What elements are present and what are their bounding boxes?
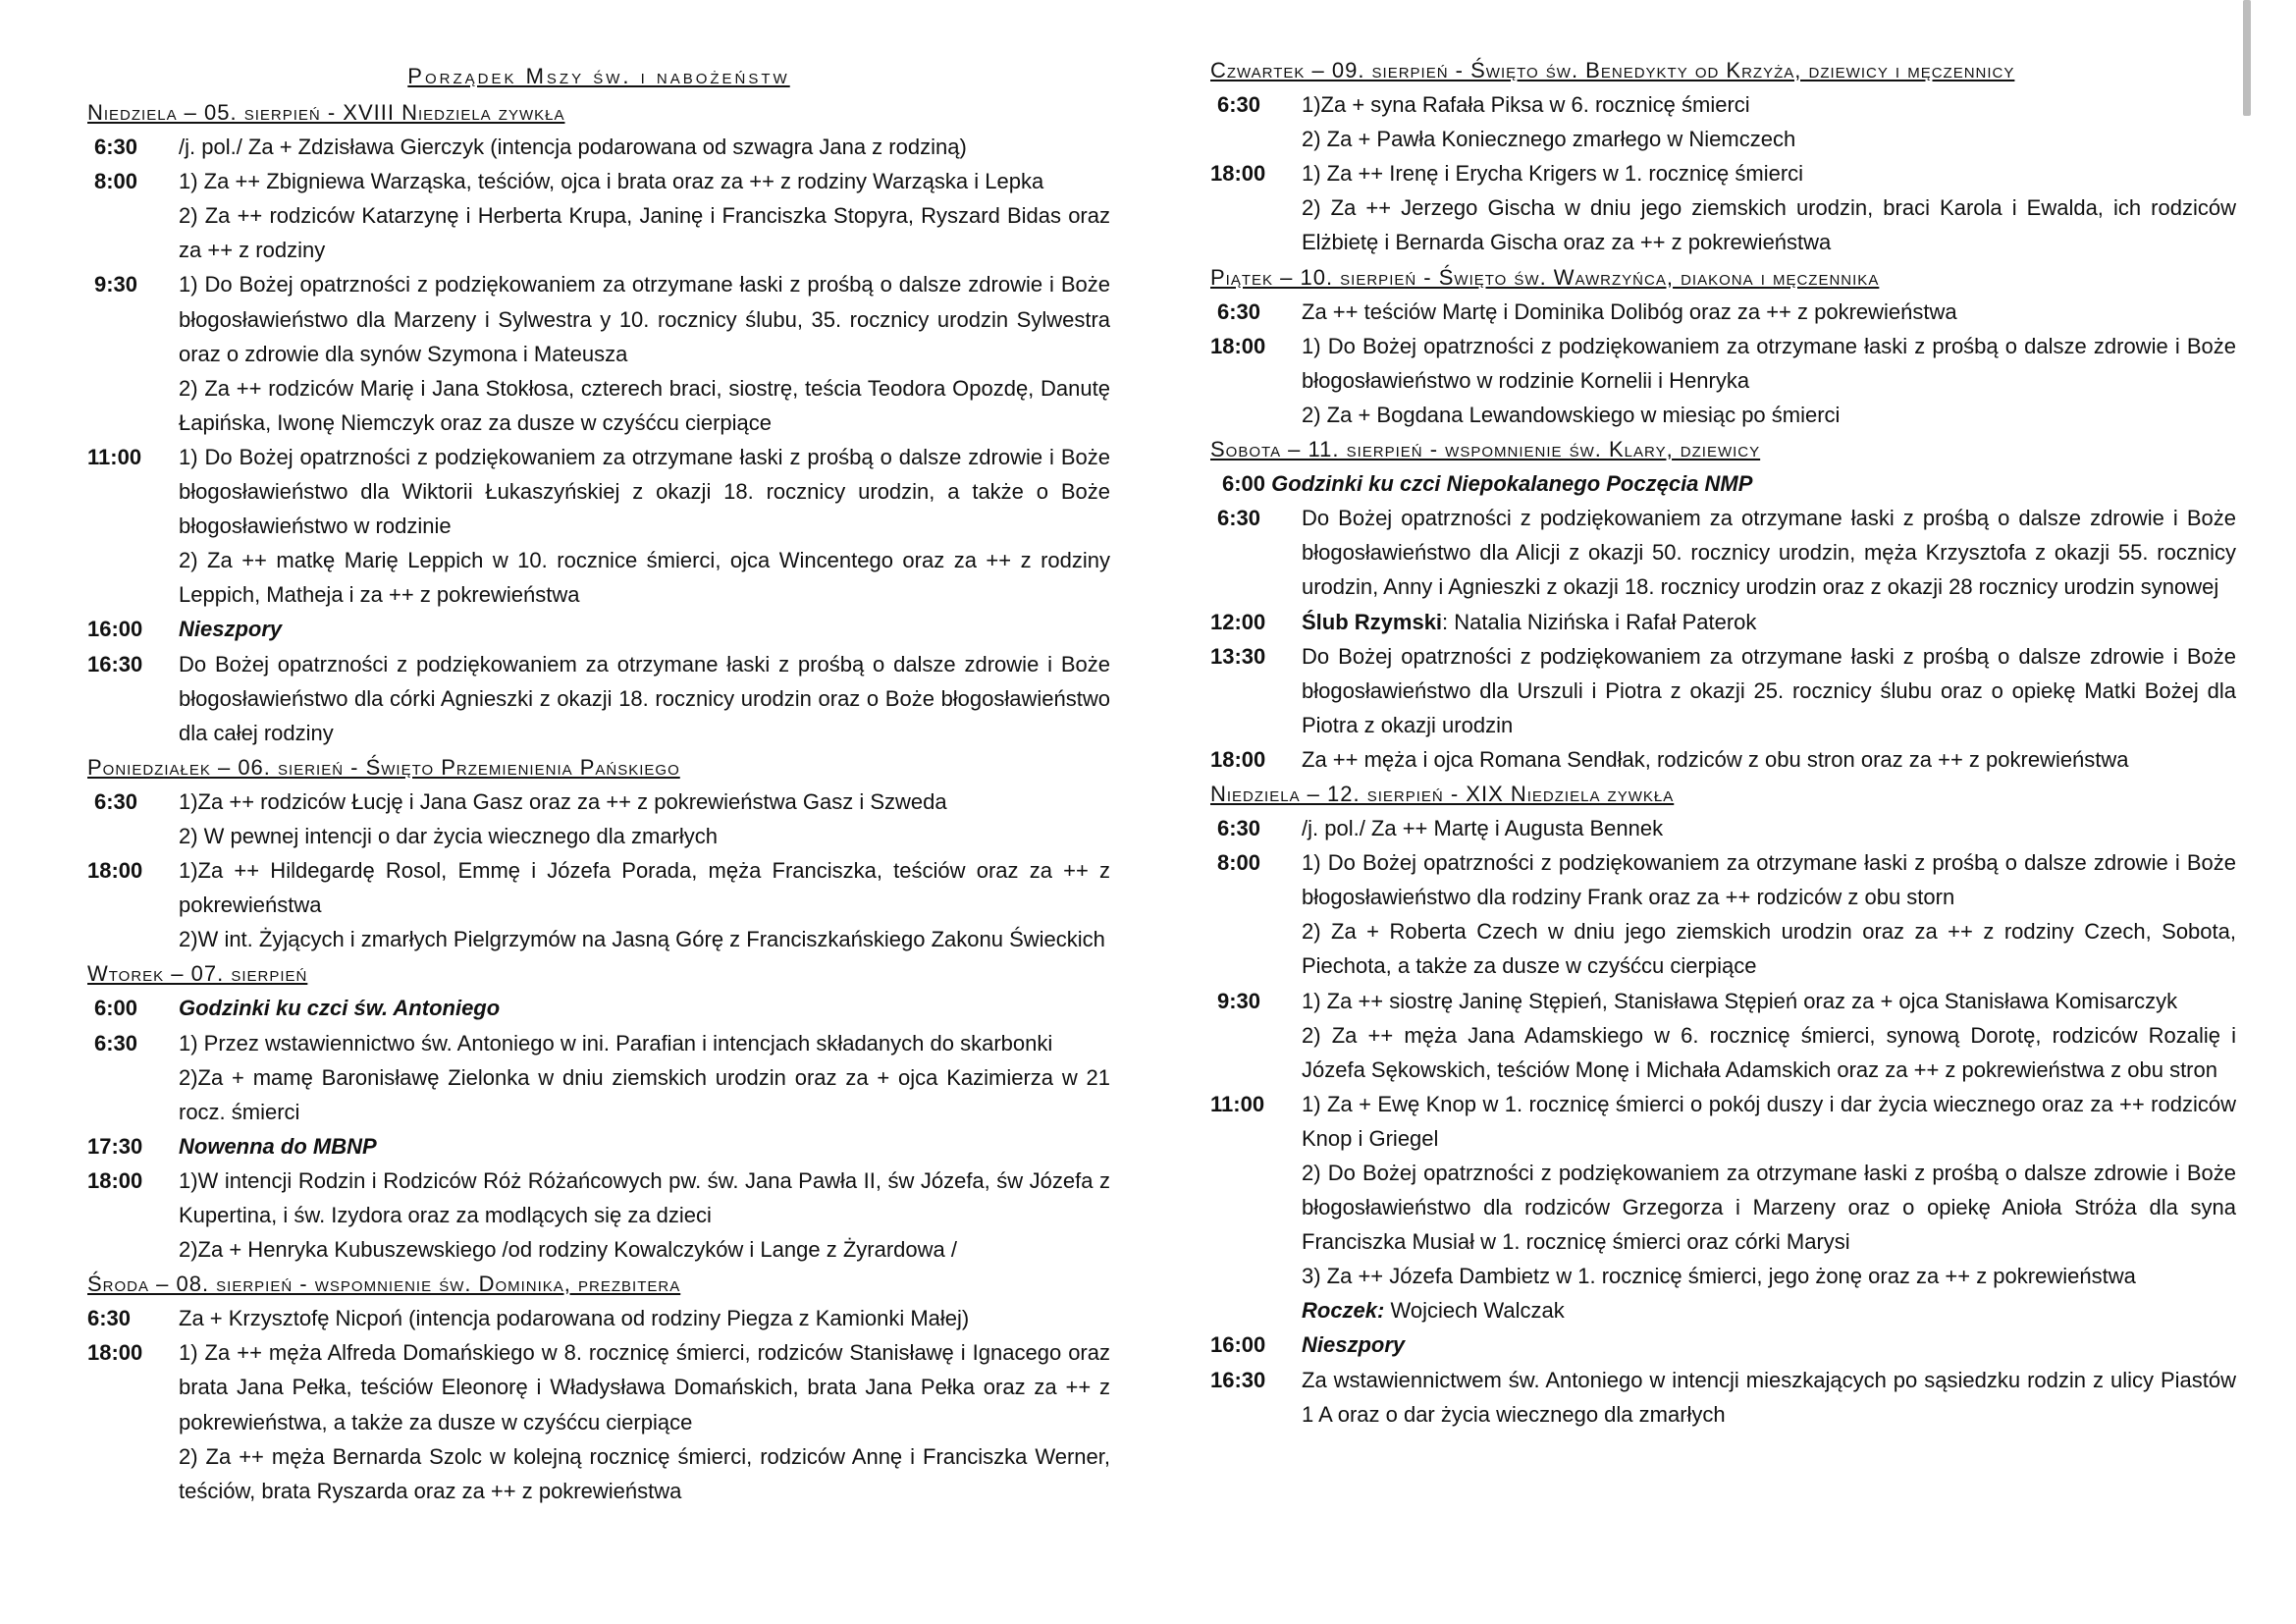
- intention: 1) Do Bożej opatrzności z podziękowaniem za otrzymane łaski z prośbą o dalsze zdrowie i Boże błogosławieństwo w rodzinie Kornelii i Henryka: [1302, 333, 2236, 393]
- mass-time: 6:30: [94, 788, 138, 814]
- intention: 2) Za ++ rodziców Katarzynę i Herberta Krupa, Janinę i Franciszka Stopyra, Ryszard Bidas oraz za ++ z rodziny: [179, 203, 1110, 263]
- mass-time: 16:00: [1210, 1332, 1266, 1358]
- mass-time: 13:30: [1210, 643, 1266, 669]
- day-section: [1210, 777, 2236, 1432]
- intentions: [1302, 1327, 2236, 1362]
- day-heading: Sobota – 11. sierpień - wspomnienie św. Klary, dziewicy: [1210, 437, 1761, 462]
- mass-entry: [1210, 1327, 2236, 1362]
- intention: Do Bożej opatrzności z podziękowaniem za otrzymane łaski z prośbą o dalsze zdrowie i Boże błogosławieństwo dla córki Agnieszki z okazji 18. rocznicy urodzin oraz o Boże błogosławieństwo dla całej rodziny: [179, 651, 1110, 745]
- intention: Za + Krzysztofę Nicpoń (intencja podarowana od rodziny Piegza z Kamionki Małej): [179, 1306, 970, 1331]
- intention: Do Bożej opatrzności z podziękowaniem za otrzymane łaski z prośbą o dalsze zdrowie i Boże błogosławieństwo dla Urszuli i Piotra z okazji 25. rocznicy ślubu oraz o opiekę Matki Bożej dla Piotra z okazji urodzin: [1302, 643, 2236, 737]
- mass-time: 17:30: [87, 1133, 143, 1159]
- mass-entry: [87, 785, 1110, 853]
- day-heading: Środa – 08. sierpień - wspomnienie św. Dominika, prezbitera: [87, 1272, 681, 1297]
- special-service: Nieszpory: [1302, 1332, 1406, 1358]
- left-column: [87, 53, 1110, 1508]
- mass-entry: [1210, 1087, 2236, 1328]
- intentions: [179, 164, 1110, 267]
- mass-time: 11:00: [1210, 1091, 1265, 1116]
- mass-time: 6:30: [1217, 506, 1261, 531]
- intentions: [179, 1026, 1110, 1129]
- mass-time: 6:00: [94, 996, 138, 1021]
- right-day-list: [1210, 53, 2236, 1432]
- intentions: [179, 785, 1110, 853]
- intentions: [1302, 984, 2236, 1087]
- intention: 1) Do Bożej opatrzności z podziękowaniem za otrzymane łaski z prośbą o dalsze zdrowie i Boże błogosławieństwo dla Marzeny i Sylwestra y 10. rocznicy ślubu, 35. rocznicy urodzin Sylwestra oraz o zdrowie dla synów Szymona i Mateusza: [179, 272, 1110, 366]
- intentions: [1302, 639, 2236, 742]
- intentions: [1302, 1363, 2236, 1432]
- intentions: [1302, 811, 2236, 845]
- mass-time: 8:00: [1217, 850, 1261, 876]
- mass-time: 16:30: [1210, 1367, 1266, 1392]
- special-service: Godzinki ku czci św. Antoniego: [179, 996, 501, 1021]
- intention: 2)Za + Henryka Kubuszewskiego /od rodziny Kowalczyków i Lange z Żyrardowa /: [179, 1237, 957, 1263]
- day-heading: Niedziela – 05. sierpień - XVIII Niedziela zywkła: [87, 100, 565, 125]
- mass-entry: [1210, 329, 2236, 432]
- intentions: [179, 1164, 1110, 1267]
- intention: 1) Przez wstawiennictwo św. Antoniego w ini. Parafian i intencjach składanych do skarbonki: [179, 1030, 1053, 1056]
- mass-time: 6:30: [1217, 92, 1261, 118]
- intentions: [179, 612, 1110, 646]
- mass-entry: [1210, 811, 2236, 845]
- intention: 1)Za ++ rodziców Łucję i Jana Gasz oraz za ++ z pokrewieństwa Gasz i Szweda: [179, 788, 947, 814]
- day-heading: Czwartek – 09. sierpień - Święto św. Benedykty od Krzyża, dziewicy i męczennicy: [1210, 58, 2015, 82]
- intention: 1) Za ++ Zbigniewa Warząska, teściów, ojca i brata oraz za ++ z rodziny Warząska i Lepka: [179, 169, 1044, 194]
- mass-time: 18:00: [87, 1167, 143, 1193]
- intentions: [1302, 295, 2236, 329]
- special-service: Godzinki ku czci Niepokalanego Poczęcia NMP: [1271, 471, 1753, 497]
- intentions: [1302, 845, 2236, 983]
- intention: 1) Do Bożej opatrzności z podziękowaniem za otrzymane łaski z prośbą o dalsze zdrowie i Boże błogosławieństwo dla Wiktorii Łukaszyńskiej z okazji 18. rocznicy urodzin, a także o Boże błogosławieństwo w rodzinie: [179, 444, 1110, 539]
- mass-entry: [1210, 295, 2236, 329]
- intention: Do Bożej opatrzności z podziękowaniem za otrzymane łaski z prośbą o dalsze zdrowie i Boże błogosławieństwo dla Alicji z okazji 50. rocznicy urodzin, męża Krzysztofa z okazji 55. rocznicy urodzin, Anny i Agnieszki z okazji 18. rocznicy urodzin oraz z okazji 28 rocznicy urodzin synowej: [1302, 506, 2236, 600]
- intentions: [179, 991, 1110, 1025]
- intention: 2) Za + Roberta Czech w dniu jego ziemskich urodzin oraz za ++ z rodziny Czech, Sobota, Piechota, a także za dusze w czyśćcu cierpiące: [1302, 919, 2236, 979]
- intention: 3) Za ++ Józefa Dambietz w 1. rocznicę śmierci, jego żonę oraz za ++ z pokrewieństwa: [1302, 1264, 2136, 1289]
- day-section: [87, 95, 1110, 750]
- intention-line: [1302, 605, 2236, 639]
- intentions: [179, 440, 1110, 612]
- mass-entry: [1210, 156, 2236, 259]
- mass-time: 6:30: [1217, 298, 1261, 324]
- intention: 2) Za ++ Jerzego Gischa w dniu jego ziemskich urodzin, braci Karola i Ewalda, ich rodziców Elżbietę i Bernarda Gischa oraz za ++ z pokrewieństwa: [1302, 195, 2236, 255]
- mass-entry: [87, 164, 1110, 267]
- mass-time: 18:00: [1210, 333, 1266, 358]
- mass-entry: [1210, 501, 2236, 604]
- mass-time: 6:00: [1222, 471, 1266, 497]
- mass-entry: [87, 1164, 1110, 1267]
- mass-entry: [87, 1301, 1110, 1335]
- intentions: [179, 1301, 1110, 1335]
- mass-time: 18:00: [87, 858, 143, 884]
- scrollbar-thumb[interactable]: [2243, 0, 2251, 116]
- mass-entry: [1210, 1363, 2236, 1432]
- intention: 1) Za ++ siostrę Janinę Stępień, Stanisława Stępień oraz za + ojca Stanisława Komisarczyk: [1302, 988, 2178, 1013]
- day-section: [1210, 260, 2236, 432]
- day-heading: Piątek – 10. sierpień - Święto św. Wawrzyńca, diakona i męczennika: [1210, 264, 1880, 290]
- mass-time: 16:30: [87, 651, 143, 677]
- intention: 2) W pewnej intencji o dar życia wiecznego dla zmarłych: [179, 823, 719, 848]
- mass-entry: [87, 1129, 1110, 1164]
- service-label: Ślub Rzymski: [1302, 609, 1443, 634]
- mass-time: 6:30: [87, 1306, 132, 1331]
- intention: 2)W int. Żyjących i zmarłych Pielgrzymów na Jasną Górę z Franciszkańskiego Zakonu Świeckich: [179, 927, 1105, 952]
- mass-entry: [87, 612, 1110, 646]
- mass-entry: [87, 1335, 1110, 1507]
- mass-entry: [87, 130, 1110, 164]
- intentions: [1302, 1087, 2236, 1328]
- intention: Za ++ teściów Martę i Dominika Dolibóg oraz za ++ z pokrewieństwa: [1302, 298, 1957, 324]
- day-section: [87, 1267, 1110, 1508]
- intention: 1) Za ++ męża Alfreda Domańskiego w 8. rocznicę śmierci, rodziców Stanisławę i Ignacego oraz brata Jana Pełka, teściów Eleonorę i Władysława Domańskich, brata Jana Pełka oraz za ++ z pokrewieństwa, a także za dusze w czyśćcu cierpiące: [179, 1340, 1110, 1435]
- intentions: [179, 853, 1110, 956]
- day-heading: Poniedziałek – 06. sierień - Święto Przemienienia Pańskiego: [87, 754, 680, 780]
- intention: 1)Za ++ Hildegardę Rosol, Emmę i Józefa Porada, męża Franciszka, teściów oraz za ++ z pokrewieństwa: [179, 858, 1110, 918]
- day-heading: Wtorek – 07. sierpień: [87, 961, 308, 987]
- intention: Za wstawiennictwem św. Antoniego w intencji mieszkających po sąsiedzku rodzin z ulicy Piastów 1 A oraz o dar życia wiecznego dla zmarłych: [1302, 1367, 2236, 1427]
- service-names: : Natalia Nizińska i Rafał Paterok: [1442, 609, 1757, 634]
- mass-entry: [1210, 742, 2236, 777]
- mass-entry: [1210, 639, 2236, 742]
- mass-entry: [1210, 845, 2236, 983]
- intentions: [1302, 87, 2236, 156]
- intentions: [179, 647, 1110, 750]
- mass-time: 11:00: [87, 444, 142, 469]
- special-service: Nieszpory: [179, 617, 283, 642]
- mass-entry: [87, 267, 1110, 439]
- mass-time: 6:30: [1217, 816, 1261, 841]
- mass-entry: [1210, 984, 2236, 1087]
- mass-entry-inline: [1210, 466, 2236, 501]
- intention: 2)Za + mamę Baronisławę Zielonka w dniu ziemskich urodzin oraz za + ojca Kazimierza w 21 rocz. śmierci: [179, 1064, 1110, 1124]
- intention: /j. pol./ Za + Zdzisława Gierczyk (intencja podarowana od szwagra Jana z rodziną): [179, 135, 967, 160]
- mass-time: 16:00: [87, 617, 143, 642]
- day-section: [87, 956, 1110, 1267]
- intention: 2) Za + Pawła Koniecznego zmarłego w Niemczech: [1302, 127, 1796, 152]
- intentions: [179, 267, 1110, 439]
- mass-entry: [87, 647, 1110, 750]
- mass-time: 6:30: [94, 135, 138, 160]
- service-label: Roczek:: [1302, 1298, 1385, 1324]
- intention: 2) Za ++ matkę Marię Leppich w 10. rocznice śmierci, ojca Wincentego oraz za ++ z rodziny Leppich, Matheja i za ++ z pokrewieństwa: [179, 548, 1110, 608]
- intention: 1)W intencji Rodzin i Rodziców Róż Różańcowych pw. św. Jana Pawła II, św Józefa, św Józefa z Kupertina, i św. Izydora oraz za modlących się za dzieci: [179, 1167, 1110, 1227]
- day-heading: Niedziela – 12. sierpień - XIX Niedziela zywkła: [1210, 781, 1675, 806]
- mass-time: 18:00: [1210, 746, 1266, 772]
- intentions: [179, 130, 1110, 164]
- day-section: [1210, 53, 2236, 260]
- intentions: [1302, 605, 2236, 639]
- mass-entry: [87, 991, 1110, 1025]
- mass-time: 18:00: [87, 1340, 143, 1366]
- intention: 2) Za ++ męża Bernarda Szolc w kolejną rocznicę śmierci, rodziców Annę i Franciszka Werner, teściów, brata Ryszarda oraz za ++ z pokrewieństwa: [179, 1443, 1110, 1503]
- mass-entry: [87, 853, 1110, 956]
- mass-time: 8:00: [94, 169, 138, 194]
- intentions: [179, 1335, 1110, 1507]
- intentions: [1302, 156, 2236, 259]
- intention-line: [1302, 1293, 2236, 1327]
- intention: 2) Za + Bogdana Lewandowskiego w miesiąc po śmierci: [1302, 402, 1841, 427]
- day-section: [87, 750, 1110, 957]
- mass-time: 6:30: [94, 1030, 138, 1056]
- page-title: Porządek Mszy św. i nabożeństw: [407, 64, 790, 88]
- special-service: Nowenna do MBNP: [179, 1133, 377, 1159]
- intention: 1)Za + syna Rafała Piksa w 6. rocznicę śmierci: [1302, 92, 1750, 118]
- intentions: [1302, 501, 2236, 604]
- mass-entry: [1210, 605, 2236, 639]
- intention: 2) Do Bożej opatrzności z podziękowaniem za otrzymane łaski z prośbą o dalsze zdrowie i Boże błogosławieństwo dla rodziców Grzegorza i Marzeny oraz o opiekę Anioła Stróża dla syna Franciszka Musiał w 1. rocznicę śmierci oraz córki Marysi: [1302, 1161, 2236, 1255]
- mass-time: 12:00: [1210, 609, 1266, 634]
- mass-time: 9:30: [1217, 988, 1261, 1013]
- service-names: Wojciech Walczak: [1384, 1298, 1565, 1324]
- intentions: [1302, 742, 2236, 777]
- day-section: [1210, 432, 2236, 777]
- intention: 1) Do Bożej opatrzności z podziękowaniem za otrzymane łaski z prośbą o dalsze zdrowie i Boże błogosławieństwo dla rodziny Frank oraz za ++ rodziców z obu storn: [1302, 850, 2236, 910]
- intentions: [179, 1129, 1110, 1164]
- intention: 2) Za ++ rodziców Marię i Jana Stokłosa, czterech braci, siostrę, teścia Teodora Opozdę, Danutę Łapińska, Iwonę Niemczyk oraz za dusze w czyśćcu cierpiące: [179, 375, 1110, 435]
- mass-time: 18:00: [1210, 161, 1266, 187]
- mass-entry: [1210, 87, 2236, 156]
- intention: /j. pol./ Za ++ Martę i Augusta Bennek: [1302, 816, 1664, 841]
- mass-time: 9:30: [94, 272, 138, 298]
- left-day-list: [87, 95, 1110, 1508]
- intention: 1) Za + Ewę Knop w 1. rocznicę śmierci o pokój duszy i dar życia wiecznego oraz za ++ rodziców Knop i Griegel: [1302, 1091, 2236, 1151]
- intention: Za ++ męża i ojca Romana Sendłak, rodziców z obu stron oraz za ++ z pokrewieństwa: [1302, 746, 2129, 772]
- mass-entry: [87, 1026, 1110, 1129]
- intention: 1) Za ++ Irenę i Erycha Krigers w 1. rocznicę śmierci: [1302, 161, 1804, 187]
- intention: 2) Za ++ męża Jana Adamskiego w 6. rocznicę śmierci, synową Dorotę, rodziców Rozalię i Józefa Sękowskich, teściów Monę i Michała Adamskich oraz za ++ z pokrewieństwa z obu stron: [1302, 1022, 2236, 1082]
- mass-entry: [87, 440, 1110, 612]
- right-column: [1210, 53, 2236, 1432]
- intentions: [1302, 329, 2236, 432]
